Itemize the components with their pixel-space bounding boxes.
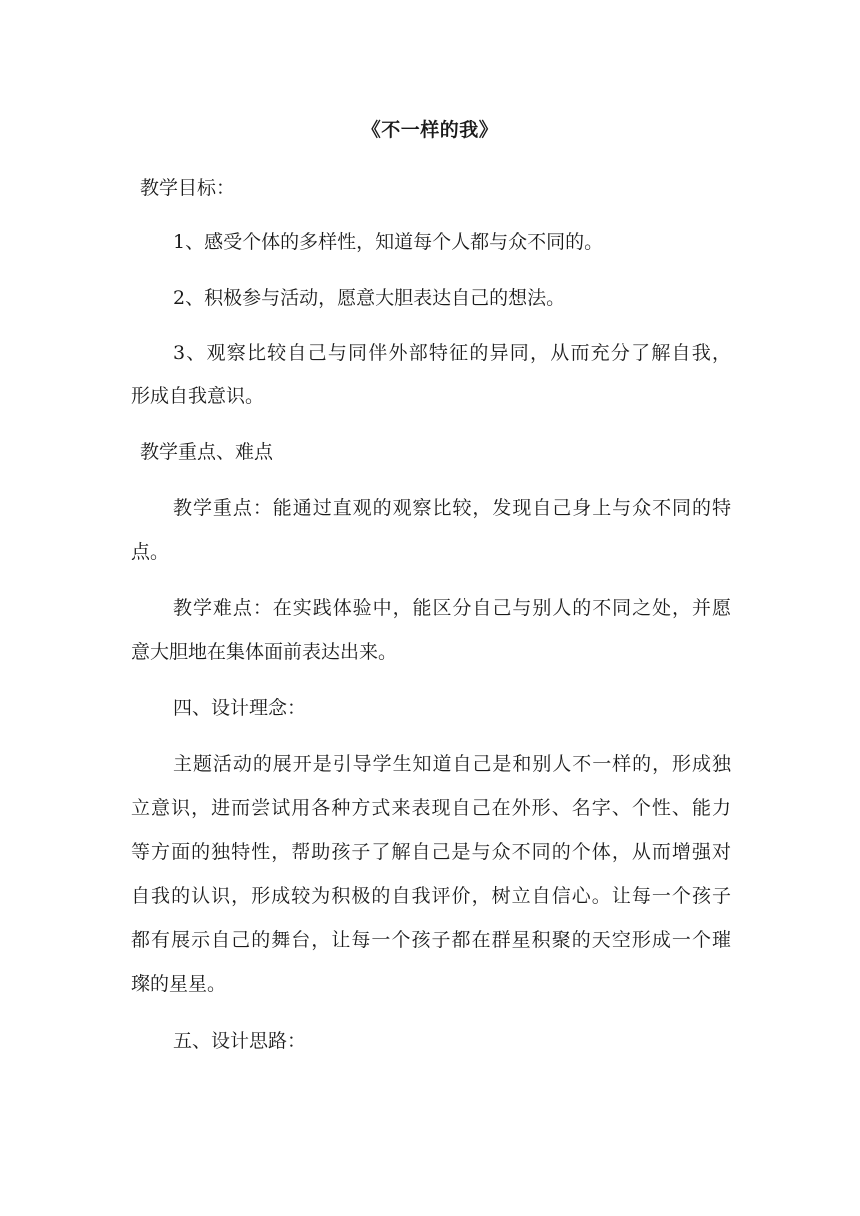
key-point-line-2: 点。 xyxy=(131,541,170,563)
concept-line-1: 主题活动的展开是引导学生知道自己是和别人不一样的，形成独 xyxy=(173,753,731,775)
heading-teaching-goals: 教学目标： xyxy=(140,177,236,199)
document-title: 《不一样的我》 xyxy=(361,119,499,141)
difficulty-line-2: 意大胆地在集体面前表达出来。 xyxy=(131,641,398,663)
goal-item-2: 2、积极参与活动，愿意大胆表达自己的想法。 xyxy=(173,287,566,309)
goal-item-3-line-1: 3、观察比较自己与同伴外部特征的异同，从而充分了解自我， xyxy=(173,342,731,364)
goal-item-1: 1、感受个体的多样性，知道每个人都与众不同的。 xyxy=(173,231,604,253)
concept-line-6: 璨的星星。 xyxy=(131,973,227,995)
concept-line-2: 立意识，进而尝试用各种方式来表现自己在外形、名字、个性、能力 xyxy=(131,797,731,819)
heading-key-points: 教学重点、难点 xyxy=(140,441,274,463)
goal-item-3-line-2: 形成自我意识。 xyxy=(131,385,265,407)
concept-line-5: 都有展示自己的舞台，让每一个孩子都在群星积聚的天空形成一个璀 xyxy=(131,929,731,951)
key-point-line-1: 教学重点：能通过直观的观察比较，发现自己身上与众不同的特 xyxy=(173,497,731,519)
concept-line-4: 自我的认识，形成较为积极的自我评价，树立自信心。让每一个孩子 xyxy=(131,885,731,907)
heading-design-approach: 五、设计思路： xyxy=(173,1030,307,1052)
heading-design-concept: 四、设计理念： xyxy=(173,697,307,719)
concept-line-3: 等方面的独特性，帮助孩子了解自己是与众不同的个体，从而增强对 xyxy=(131,841,731,863)
difficulty-line-1: 教学难点：在实践体验中，能区分自己与别人的不同之处，并愿 xyxy=(173,597,731,619)
